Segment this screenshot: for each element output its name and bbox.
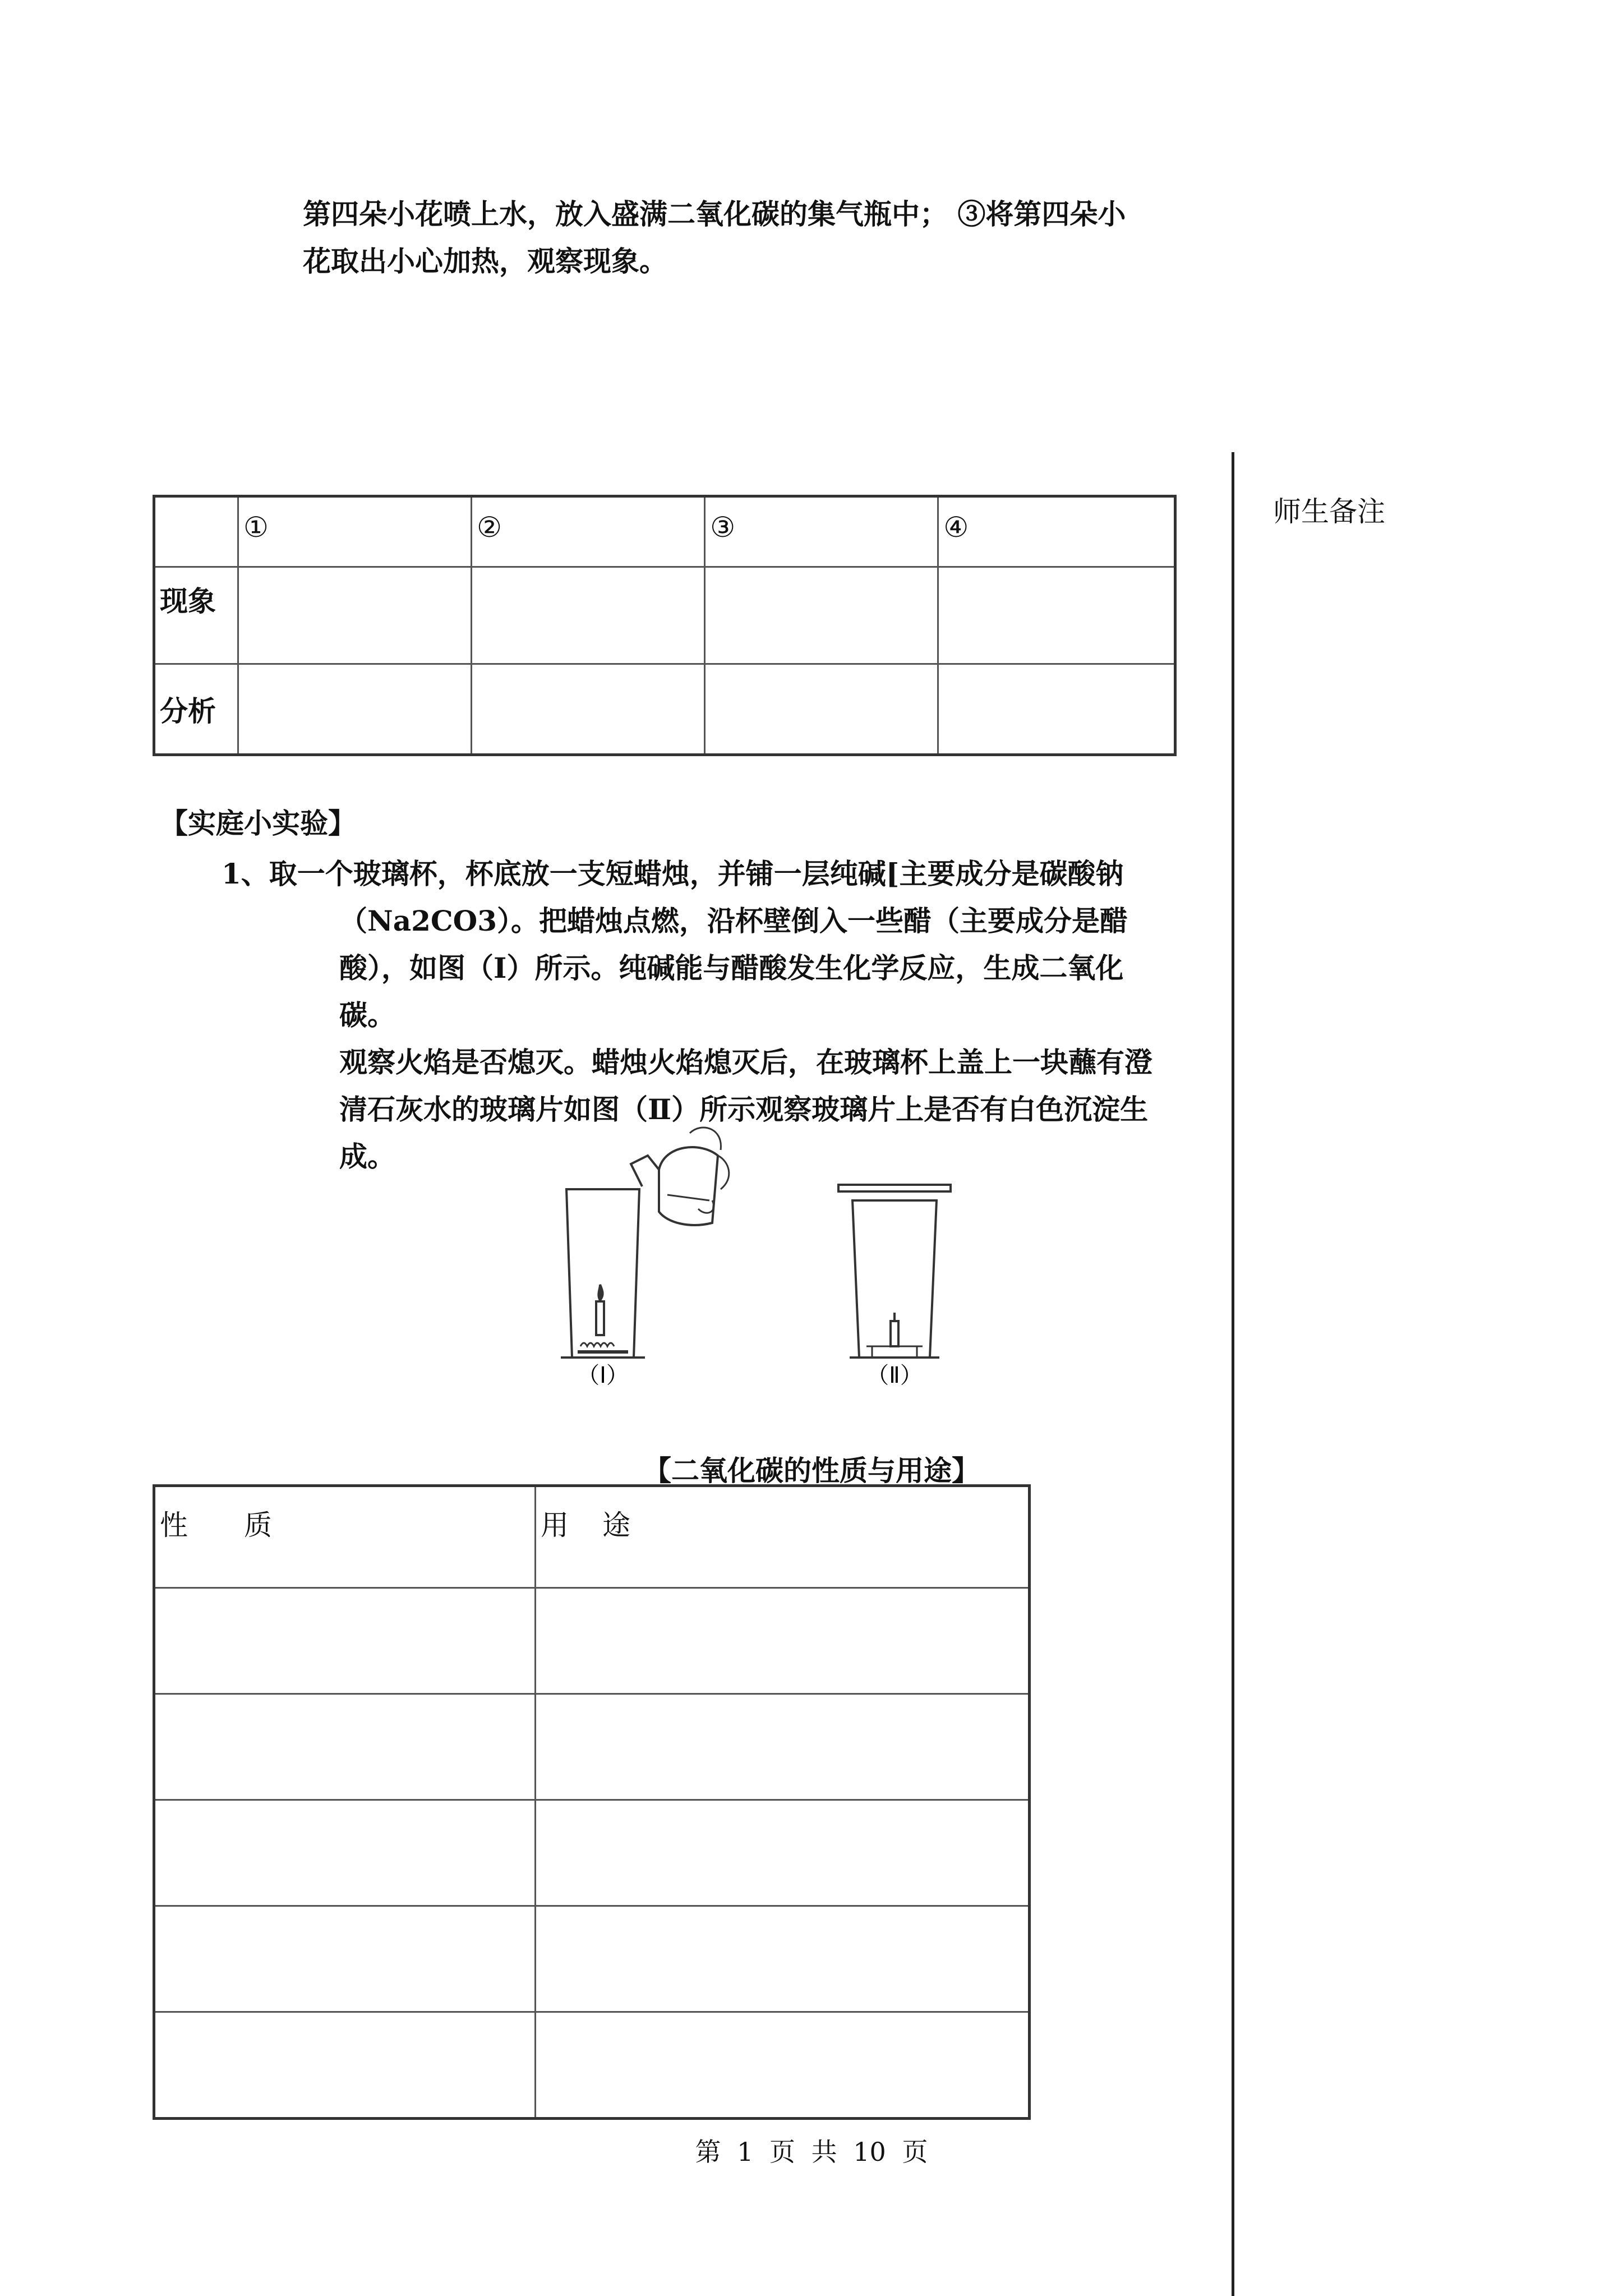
answer-cell[interactable] — [938, 567, 1175, 664]
observation-table — [153, 495, 1177, 756]
header-cell-2: ② — [472, 496, 705, 567]
experiment-line-1: 1、取一个玻璃杯，杯底放一支短蜡烛，并铺一层纯碱[主要成分是碳酸钠 — [222, 857, 1124, 890]
properties-header-row — [154, 1486, 1030, 1588]
experiment-figure — [522, 1111, 970, 1391]
experiment-line: 成。 — [339, 1140, 395, 1173]
answer-cell[interactable] — [705, 664, 938, 755]
figure-label-one: （Ⅰ） — [577, 1363, 629, 1388]
use-cell[interactable] — [536, 1800, 1030, 1906]
observation-header-row — [154, 496, 1175, 567]
header-cell-4: ④ — [938, 496, 1175, 567]
use-cell[interactable] — [536, 1588, 1030, 1694]
use-cell[interactable] — [536, 1906, 1030, 2012]
property-cell[interactable] — [154, 1694, 536, 1800]
properties-title: 【二氧化碳的性质与用途】 — [643, 1454, 980, 1487]
properties-row — [154, 1906, 1030, 2012]
side-note: 师生备注 — [1273, 495, 1385, 528]
margin-divider — [1232, 452, 1234, 2296]
header-cell-3: ③ — [705, 496, 938, 567]
section-title-home-experiment: 【实庭小实验】 — [160, 807, 356, 840]
row-label-phenomenon: 现象 — [154, 567, 238, 664]
row-label-analysis: 分析 — [154, 664, 238, 755]
answer-cell[interactable] — [705, 567, 938, 664]
vinegar-bottle-icon — [631, 1128, 729, 1225]
use-cell[interactable] — [536, 1694, 1030, 1800]
header-cell-1: ① — [238, 496, 472, 567]
answer-cell[interactable] — [238, 567, 472, 664]
header-property: 性质 — [154, 1486, 536, 1588]
experiment-line: 酸），如图（I）所示。纯碱能与醋酸发生化学反应，生成二氧化碳。 — [339, 951, 1124, 1032]
properties-row — [154, 2012, 1030, 2119]
answer-cell[interactable] — [472, 567, 705, 664]
property-cell[interactable] — [154, 1588, 536, 1694]
experiment-line: （Na2CO3）。把蜡烛点燃，沿杯壁倒入一些醋（主要成分是醋 — [339, 904, 1128, 937]
page-footer: 第 1 页 共 10 页 — [695, 2137, 928, 2167]
properties-table — [153, 1484, 1031, 2120]
answer-cell[interactable] — [238, 664, 472, 755]
intro-line-1: 第四朵小花喷上水，放入盛满二氧化碳的集气瓶中； ③将第四朵小 — [303, 197, 1126, 231]
properties-row — [154, 1588, 1030, 1694]
property-cell[interactable] — [154, 1800, 536, 1906]
experiment-line: 观察火焰是否熄灭。蜡烛火焰熄灭后，在玻璃杯上盖上一块蘸有澄 — [339, 1046, 1152, 1079]
properties-row — [154, 1694, 1030, 1800]
figure-label-two: （Ⅱ） — [866, 1363, 923, 1388]
experiment-illustration — [522, 1111, 970, 1391]
experiment-line: 清石灰水的玻璃片如图（Ⅱ）所示观察玻璃片上是否有白色沉淀生 — [339, 1093, 1149, 1126]
header-cell-empty — [154, 496, 238, 567]
answer-cell[interactable] — [472, 664, 705, 755]
use-cell[interactable] — [536, 2012, 1030, 2119]
properties-row — [154, 1800, 1030, 1906]
phenomenon-row — [154, 567, 1175, 664]
glass-one-icon — [561, 1189, 645, 1358]
intro-line-2: 花取出小心加热，观察现象。 — [303, 245, 667, 278]
property-cell[interactable] — [154, 2012, 536, 2119]
analysis-row — [154, 664, 1175, 755]
answer-cell[interactable] — [938, 664, 1175, 755]
header-use: 用途 — [536, 1486, 1030, 1588]
glass-two-icon — [838, 1185, 951, 1358]
intro-paragraph — [303, 191, 1178, 285]
property-cell[interactable] — [154, 1906, 536, 2012]
